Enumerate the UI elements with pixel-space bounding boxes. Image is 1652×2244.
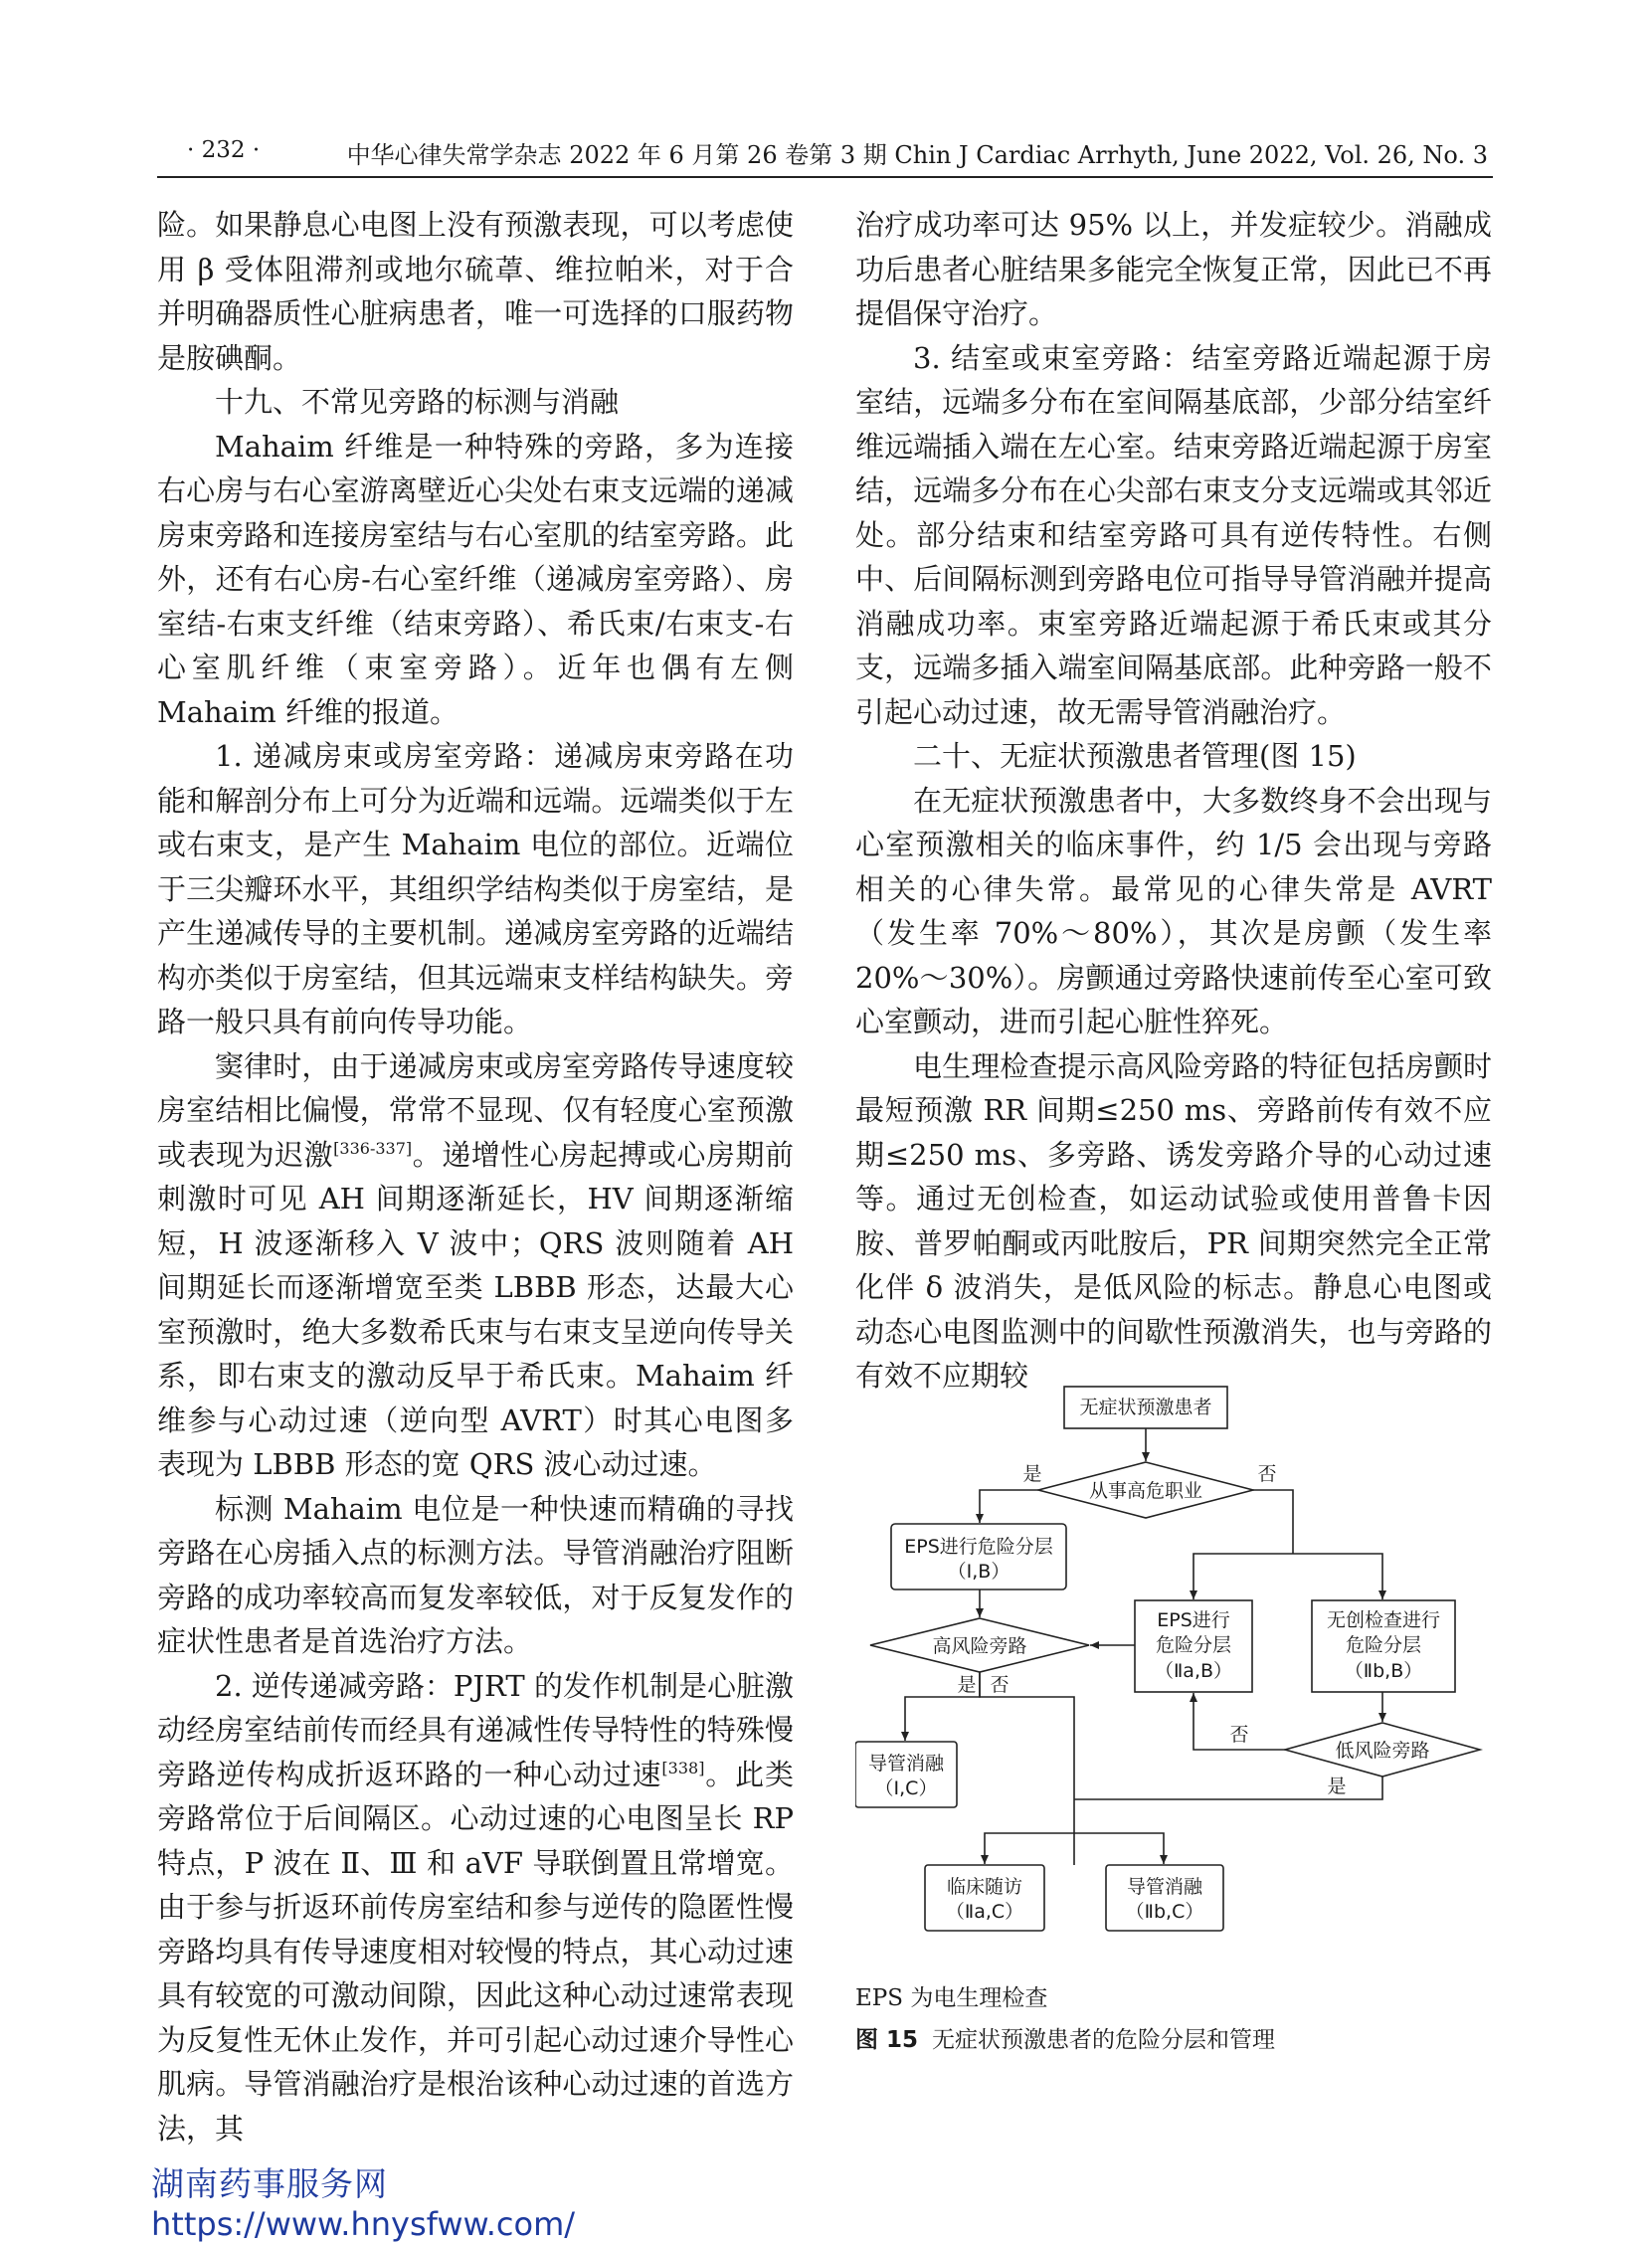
- start-label: 无症状预激患者: [1079, 1397, 1212, 1418]
- eps1-line1: EPS进行危险分层: [904, 1536, 1053, 1558]
- paragraph: [157, 1044, 794, 1487]
- ablation1-line1: 导管消融: [867, 1753, 945, 1775]
- decision1-label: 从事高危职业: [1088, 1480, 1203, 1502]
- figure-note: EPS 为电生理检查: [855, 1985, 1048, 2011]
- followup-line2: （Ⅱa,C）: [945, 1901, 1024, 1923]
- yes-label: 是: [957, 1674, 977, 1696]
- flowchart-svg: [855, 1383, 1492, 1979]
- paragraph: Mahaim 纤维是一种特殊的旁路，多为连接右心房与右心室游离壁近心尖处右束支远端的递减房束旁路和连接房室结与右心室肌的结室旁路。此外，还有右心房-右心室纤维（递减房室旁路）、房室结-右束支纤维（结束旁路）、希氏束/右束支-右心室肌纤维（束室旁路）。近年也偶有左侧 Mahaim 纤维的报道。: [157, 429, 794, 729]
- watermark-name: 湖南药事服务网: [151, 2164, 388, 2203]
- decision3-label: 低风险旁路: [1335, 1740, 1430, 1762]
- ablation2-line1: 导管消融: [1126, 1876, 1203, 1898]
- paragraph: [157, 1664, 794, 2151]
- text-run: 2. 逆传递减旁路：PJRT 的发作机制是心脏激动经房室结前传而经具有递减性传导特性的特殊慢旁路逆传构成折返环路的一种心动过速: [157, 1668, 794, 1791]
- paragraph: 3. 结室或束室旁路：结室旁路近端起源于房室结，远端多分布在室间隔基底部，少部分结室纤维远端插入端在左心室。结束旁路近端起源于房室结，远端多分布在心尖部右束支分支远端或其邻近处。部分结束和结室旁路可具有逆传特性。右侧中、后间隔标测到旁路电位可指导导管消融并提高消融成功率。束室旁路近端起源于希氏束或其分支，远端多插入端室间隔基底部。此种旁路一般不引起心动过速，故无需导管消融治疗。: [855, 340, 1492, 729]
- figure-title: 无症状预激患者的危险分层和管理: [932, 2027, 1276, 2053]
- paragraph: 电生理检查提示高风险旁路的特征包括房颤时最短预激 RR 间期≤250 ms、旁路前传有效不应期≤250 ms、多旁路、诱发旁路介导的心动过速等。通过无创检查，如运动试验或使用普鲁卡因胺、普罗帕酮或丙吡胺后，PR 间期突然完全正常化伴 δ 波消失，是低风险的标志。静息心电图或动态心电图监测中的间歇性预激消失，也与旁路的有效不应期较: [855, 1048, 1492, 1393]
- noninvasive-line1: 无创检查进行: [1326, 1609, 1441, 1631]
- followup-line1: 临床随访: [946, 1876, 1023, 1898]
- noninvasive-line3: （Ⅱb,B）: [1344, 1660, 1423, 1682]
- page-number: · 232 ·: [187, 137, 261, 163]
- journal-running-title: 中华心律失常学杂志 2022 年 6 月第 26 卷第 3 期 Chin J Cardiac Arrhyth, June 2022, Vol. 26, No. 3: [346, 141, 1488, 169]
- figure-15-flowchart: [855, 1383, 1492, 1999]
- text-run: 窦律时，由于递减房束或房室旁路传导速度较房室结相比偏慢，常常不显现、仅有轻度心室预激或表现为迟激: [157, 1048, 794, 1172]
- text-run: 。递增性心房起搏或心房期前刺激时可见 AH 间期逐渐延长，HV 间期逐渐缩短，H 波逐渐移入 V 波中；QRS 波则随着 AH 间期延长而逐渐增宽至类 LBBB 形态，达最大心室预激时，绝大多数希氏束与右束支呈逆向传导关系，即右束支的激动反早于希氏束。Mahaim 纤维参与心动过速（逆向型 AVRT）时其心电图多表现为 LBBB 形态的宽 QRS 波心动过速。: [157, 1137, 794, 1481]
- paragraph: 险。如果静息心电图上没有预激表现，可以考虑使用 β 受体阻滞剂或地尔硫䓬、维拉帕米，对于合并明确器质性心脏病患者，唯一可选择的口服药物是胺碘酮。: [157, 208, 794, 375]
- watermark-url[interactable]: https://www.hnysfww.com/: [151, 2205, 576, 2243]
- figure-label: 图 15: [855, 2027, 919, 2053]
- paragraph: 标测 Mahaim 电位是一种快速而精确的寻找旁路在心房插入点的标测方法。导管消融治疗阻断旁路的成功率较高而复发率较低，对于反复发作的症状性患者是首选治疗方法。: [157, 1491, 794, 1658]
- paragraph: 治疗成功率可达 95% 以上，并发症较少。消融成功后患者心脏结果多能完全恢复正常，因此已不再提倡保守治疗。: [855, 208, 1492, 330]
- section-heading: 二十、无症状预激患者管理(图 15): [913, 739, 1357, 773]
- eps2-line3: （Ⅱa,B）: [1154, 1660, 1233, 1682]
- no-label: 否: [990, 1674, 1010, 1696]
- watermark: [151, 2164, 575, 2244]
- yes-label: 是: [1327, 1776, 1347, 1797]
- header-rule: [157, 176, 1493, 178]
- eps1-line2: （Ⅰ,B）: [947, 1561, 1010, 1583]
- section-heading: 十九、不常见旁路的标测与消融: [215, 385, 620, 419]
- paragraph: 在无症状预激患者中，大多数终身不会出现与心室预激相关的临床事件，约 1/5 会出现与旁路相关的心律失常。最常见的心律失常是 AVRT（发生率 70%～80%），其次是房颤（发生率 20%～30%）。房颤通过旁路快速前传至心室可致心室颤动，进而引起心脏性猝死。: [855, 783, 1492, 1038]
- paragraph: 1. 递减房束或房室旁路：递减房束旁路在功能和解剖分布上可分为近端和远端。远端类似于左或右束支，是产生 Mahaim 电位的部位。近端位于三尖瓣环水平，其组织学结构类似于房室结，是产生递减传导的主要机制。递减房室旁路的近端结构亦类似于房室结，但其远端束支样结构缺失。旁路一般只具有前向传导功能。: [157, 739, 794, 1038]
- ablation1-line2: （Ⅰ,C）: [874, 1777, 938, 1799]
- noninvasive-line2: 危险分层: [1345, 1634, 1422, 1656]
- eps2-line1: EPS进行: [1157, 1609, 1230, 1631]
- citation-ref: [338]: [661, 1758, 705, 1777]
- figure-caption: [855, 2021, 1275, 2054]
- yes-label: 是: [1022, 1463, 1042, 1485]
- citation-ref: [336-337]: [333, 1138, 413, 1158]
- left-column: [157, 203, 794, 2150]
- decision2-label: 高风险旁路: [932, 1635, 1027, 1657]
- no-label: 否: [1257, 1463, 1277, 1485]
- no-label: 否: [1229, 1724, 1249, 1746]
- page-header: [0, 0, 1652, 174]
- eps2-line2: 危险分层: [1155, 1634, 1232, 1656]
- text-run: 。此类旁路常位于后间隔区。心动过速的心电图呈长 RP 特点，P 波在 Ⅱ、Ⅲ 和 aVF 导联倒置且常增宽。由于参与折返环前传房室结和参与逆传的隐匿性慢旁路均具有传导速度相对较慢的特点，其心动过速具有较宽的可激动间隙，因此这种心动过速常表现为反复性无休止发作，并可引起心动过速介导性心肌病。导管消融治疗是根治该种心动过速的首选方法，其: [157, 1757, 794, 2146]
- ablation2-line2: （Ⅱb,C）: [1125, 1901, 1204, 1923]
- right-column: [855, 203, 1492, 1399]
